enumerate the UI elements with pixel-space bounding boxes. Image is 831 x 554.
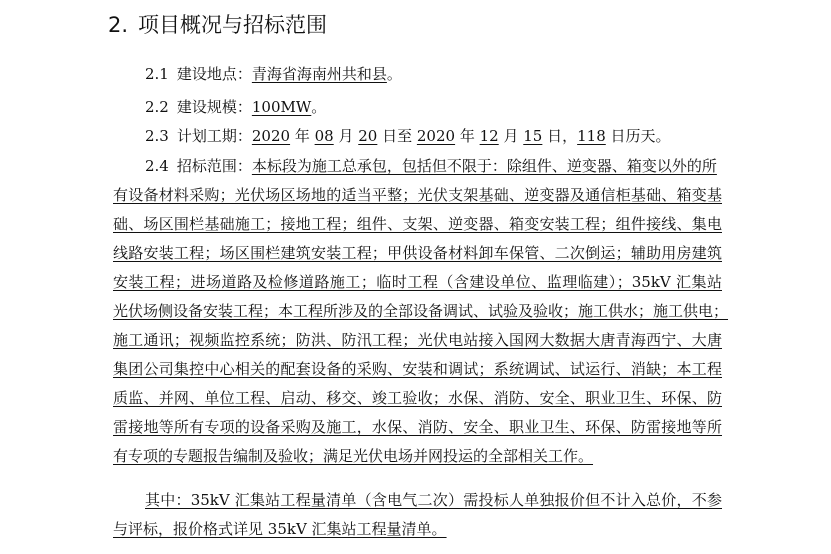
duration-days: 118	[577, 127, 606, 145]
item-label: 招标范围：	[176, 157, 252, 175]
scope-line: 安装工程；进场道路及检修道路施工；临时工程（含建设单位、监理临建）；35kV 汇集站	[113, 273, 722, 291]
scope-line: 有设备材料采购；光伏场区场地的适当平整；光伏支架基础、逆变器及通信柜基础、箱变基	[113, 186, 722, 204]
item-label: 建设地点：	[176, 65, 252, 83]
item-schedule: 2.3 计划工期：2020 年 08 月 20 日至 2020 年 12 月 15 日，118 日历天。	[145, 127, 671, 145]
start-day: 20	[358, 127, 378, 145]
item-number: 2.1	[145, 65, 169, 83]
item-number: 2.4	[145, 157, 169, 175]
item-value: 100MW	[251, 98, 312, 116]
start-year: 2020	[251, 127, 291, 145]
item-label: 建设规模：	[176, 98, 252, 116]
scope-line: 有专项的专题报告编制及验收；满足光伏电场并网投运的全部相关工作。	[113, 447, 594, 465]
item-construction-site: 2.1 建设地点：青海省海南州共和县。	[145, 65, 402, 83]
section-heading	[108, 10, 327, 40]
item-number: 2.2	[145, 98, 169, 116]
scope-line: 线路安装工程；场区围栏建筑安装工程；甲供设备材料卸车保管、二次倒运；辅助用房建筑	[113, 244, 722, 262]
scope-line: 雷接地等所有专项的设备采购及施工，水保、消防、安全、职业卫生、环保、防雷接地等所	[113, 418, 722, 436]
note-line: 与评标，报价格式详见 35kV 汇集站工程量清单。	[113, 520, 447, 538]
scope-line: 质监、并网、单位工程、启动、移交、竣工验收；水保、消防、安全、职业卫生、环保、防	[113, 389, 722, 407]
scope-line: 2.4 招标范围：本标段为施工总承包，包括但不限于：除组件、逆变器、箱变以外的所	[145, 157, 717, 175]
section-title: 项目概况与招标范围	[138, 13, 328, 37]
end-year: 2020	[416, 127, 456, 145]
item-label: 计划工期：	[176, 127, 252, 145]
scope-line: 础、场区围栏基础施工；接地工程；组件、支架、逆变器、箱变安装工程；组件接线、集电	[113, 215, 722, 233]
scope-line: 集团公司集控中心相关的配套设备的采购、安装和调试；系统调试、试运行、消缺；本工程	[113, 360, 722, 378]
note-line: 其中：35kV 汇集站工程量清单（含电气二次）需投标人单独报价但不计入总价，不参	[145, 491, 722, 509]
section-number: 2.	[108, 13, 129, 37]
item-number: 2.3	[145, 127, 169, 145]
end-month: 12	[479, 127, 499, 145]
item-value: 青海省海南州共和县	[251, 65, 387, 83]
scope-line: 施工通讯；视频监控系统；防洪、防汛工程；光伏电站接入国网大数据大唐青海西宁、大唐	[113, 331, 722, 349]
start-month: 08	[314, 127, 334, 145]
item-construction-scale: 2.2 建设规模：100MW。	[145, 98, 327, 116]
scope-line: 光伏场侧设备安装工程；本工程所涉及的全部设备调试、试验及验收；施工供水；施工供电；	[113, 302, 729, 320]
end-day: 15	[523, 127, 543, 145]
